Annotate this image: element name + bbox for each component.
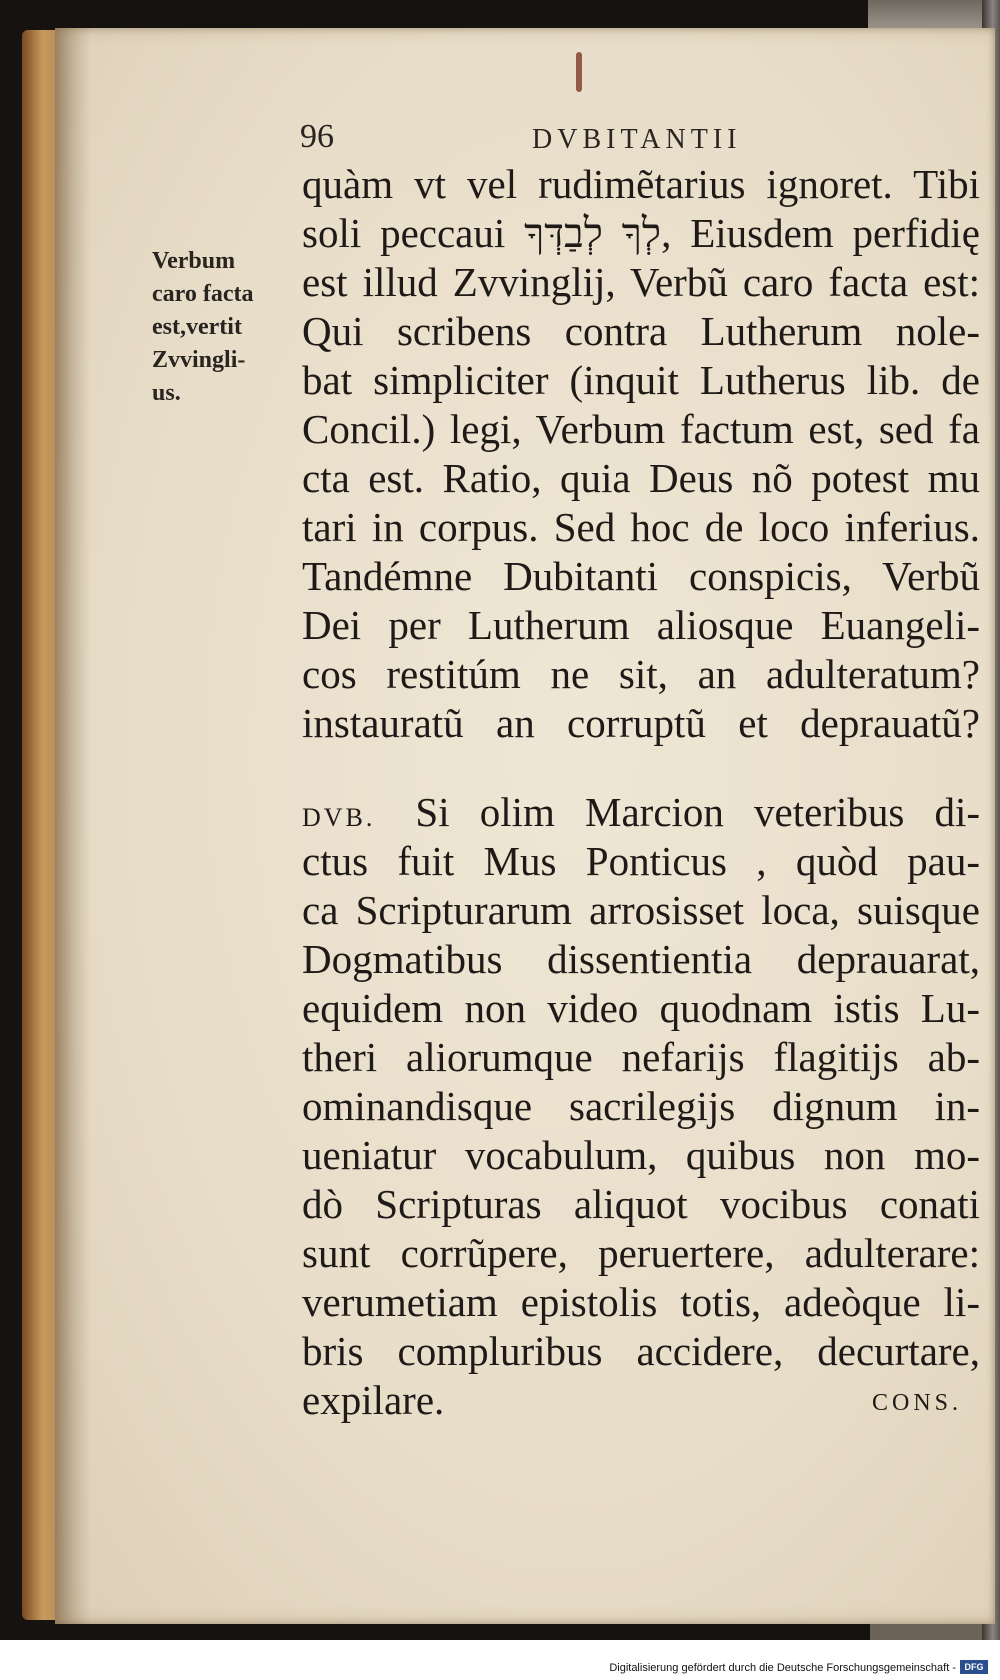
text-line: instauratũ an corruptũ et deprauatũ?: [302, 700, 980, 746]
text-line: Tandémne Dubitanti conspicis, Verbũ: [302, 553, 980, 599]
text-line: Concil.) legi, Verbum factum est, sed fa: [302, 406, 980, 452]
marginal-note-line: caro facta: [152, 281, 254, 307]
speech-line: ominandisque sacrilegijs dignum in-: [302, 1083, 980, 1129]
speech-line: bris compluribus accidere, decurtare,: [302, 1328, 980, 1374]
page-header: [300, 118, 980, 158]
speech-line: expilare.: [302, 1377, 445, 1423]
page-number: 96: [300, 118, 334, 155]
text-line: cta est. Ratio, quia Deus nõ potest mu: [302, 455, 980, 501]
dfg-logo: DFG: [960, 1660, 988, 1674]
text-line: soli peccaui לְךָ לְבַדְּךָ, Eiusdem perfidię: [302, 210, 980, 256]
digitization-footer: [0, 1640, 1000, 1680]
speaker-tag: DVB.: [302, 803, 376, 832]
text-line: quàm vt vel rudimẽtarius ignoret. Tibi: [302, 161, 980, 207]
speech-line: ueniatur vocabulum, quibus non mo-: [302, 1132, 980, 1178]
speech-line: sunt corrũpere, peruertere, adulterare:: [302, 1230, 980, 1276]
speech-line: Dogmatibus dissentientia deprauarat,: [302, 936, 980, 982]
text-line: bat simpliciter (inquit Lutherus lib. de: [302, 357, 980, 403]
speech-line: dò Scripturas aliquot vocibus conati: [302, 1181, 980, 1227]
marginal-note-line: us.: [152, 380, 181, 406]
marginal-note-line: est,vertit: [152, 314, 242, 340]
speech-line: equidem non video quodnam istis Lu-: [302, 985, 980, 1031]
running-head: DVBITANTII: [532, 124, 742, 155]
marginal-note-line: Verbum: [152, 248, 236, 274]
text-line: cos restitúm ne sit, an adulteratum?: [302, 651, 980, 697]
ink-stain: [576, 52, 582, 92]
text-line: est illud Zvvinglij, Verbũ caro facta est:: [302, 259, 980, 305]
speech-line: verumetiam epistolis totis, adeòque li-: [302, 1279, 980, 1325]
speech-line: ctus fuit Mus Ponticus , quòd pau-: [302, 838, 980, 884]
speech-line: theri aliorumque nefarijs flagitijs ab-: [302, 1034, 980, 1080]
funding-credit: Digitalisierung gefördert durch die Deutsche Forschungsgemeinschaft -: [609, 1662, 956, 1674]
gutter-shadow: [55, 28, 91, 1624]
text-line: Qui scribens contra Lutherum nole-: [302, 308, 980, 354]
catchword: CONS.: [872, 1390, 963, 1416]
main-text: [302, 160, 980, 1425]
paragraph-gap: [302, 748, 980, 788]
text-line: Dei per Lutherum aliosque Euangeli-: [302, 602, 980, 648]
text-line: tari in corpus. Sed hoc de loco inferius.: [302, 504, 980, 550]
marginal-note: [152, 245, 292, 410]
speech-first-line: [302, 788, 980, 837]
marginal-note-line: Zvvingli-: [152, 347, 246, 373]
speech-line: Si olim Marcion veteribus di-: [415, 789, 980, 835]
speech-line: ca Scripturarum arrosisset loca, suisque: [302, 887, 980, 933]
